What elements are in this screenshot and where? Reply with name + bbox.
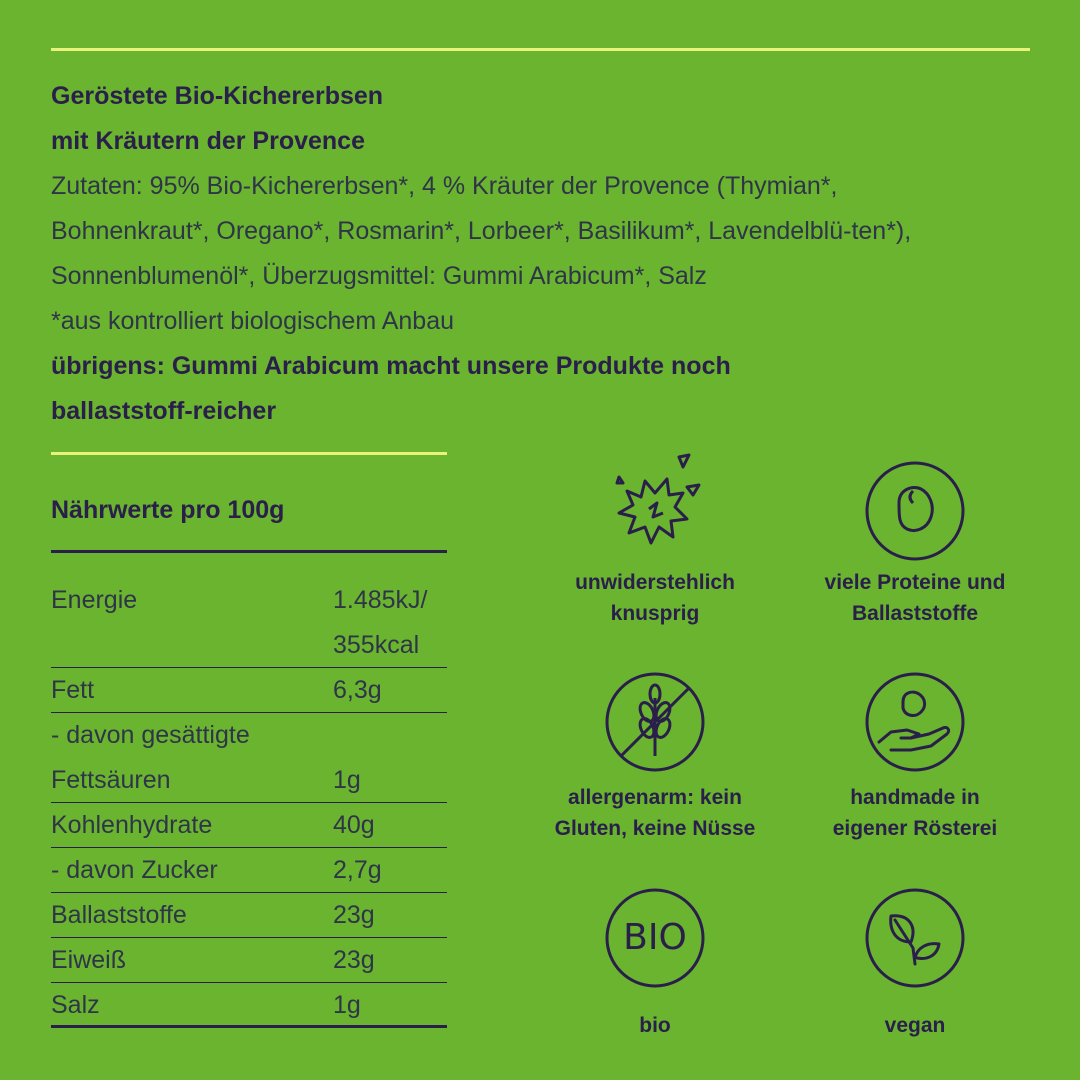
nutrient-name: Fett: [51, 676, 95, 704]
table-row: [51, 578, 447, 668]
feature-label-line2: eigener Rösterei: [832, 817, 998, 840]
nutrient-value: 23g: [333, 901, 375, 929]
table-row: [51, 983, 447, 1028]
product-title-line2: mit Kräutern der Provence: [51, 127, 365, 155]
organic-footnote: *aus kontrolliert biologischem Anbau: [51, 307, 455, 335]
vegan-leaf-icon: [855, 878, 975, 998]
nutrient-name: Kohlenhydrate: [51, 811, 213, 839]
nutrient-value: 40g: [333, 811, 375, 839]
ingredients-text-line3: Sonnenblumenöl*, Überzugsmittel: Gummi Arabicum*, Salz: [51, 262, 707, 290]
nutrient-name-line1: - davon gesättigte: [51, 721, 250, 749]
nutrient-name: Ballaststoffe: [51, 901, 187, 929]
note-line1: übrigens: Gummi Arabicum macht unsere Produkte noch: [51, 352, 731, 380]
ingredients-text-line1: Zutaten: 95% Bio-Kichererbsen*, 4 % Kräuter der Provence (Thymian*,: [51, 172, 838, 200]
feature-proteins: [790, 447, 1040, 629]
nutrient-name: Eiweiß: [51, 946, 127, 974]
nutrient-value: 1g: [333, 766, 361, 794]
nutrient-value-line1: 1.485kJ/: [333, 586, 428, 614]
nutrition-title: Nährwerte pro 100g: [51, 496, 285, 524]
nutrient-value-line2: 355kcal: [333, 631, 420, 659]
feature-label-line1: allergenarm: kein: [568, 786, 742, 809]
feature-handmade: [790, 662, 1040, 844]
feature-label-line2: Gluten, keine Nüsse: [554, 817, 756, 840]
nutrient-name: Salz: [51, 991, 100, 1019]
feature-label-line1: unwiderstehlich: [575, 571, 735, 594]
feature-label-line2: knusprig: [610, 602, 700, 625]
table-row: [51, 893, 447, 938]
crunch-burst-icon: [595, 447, 715, 567]
feature-label-line1: handmade in: [850, 786, 980, 809]
ingredients-text-line2: Bohnenkraut*, Oregano*, Rosmarin*, Lorbeer*, Basilikum*, Lavendelblü-ten*),: [51, 217, 912, 245]
nutrient-value: 23g: [333, 946, 375, 974]
feature-crunchy: [530, 447, 780, 629]
nutrient-name: - davon Zucker: [51, 856, 218, 884]
hand-chickpea-icon: [855, 662, 975, 782]
nutrient-name: Energie: [51, 586, 138, 614]
nutrient-value: 6,3g: [333, 676, 382, 704]
feature-label-line1: vegan: [884, 1014, 946, 1037]
feature-label-line2: Ballaststoffe: [851, 602, 979, 625]
gluten-free-icon: [595, 662, 715, 782]
feature-label-line1: bio: [639, 1014, 671, 1037]
table-row: [51, 803, 447, 848]
top-divider: [51, 48, 1030, 51]
nutrition-top-rule: [51, 550, 447, 553]
feature-bio: [530, 878, 780, 1041]
chickpea-icon: [855, 447, 975, 567]
note-line2: ballaststoff-reicher: [51, 397, 277, 425]
feature-vegan: [790, 878, 1040, 1041]
nutrient-value: [333, 578, 428, 668]
table-row: [51, 668, 447, 713]
table-row: [51, 848, 447, 893]
ingredients-section: [51, 74, 1051, 434]
product-title-line1: Geröstete Bio-Kichererbsen: [51, 82, 384, 110]
feature-label-line1: viele Proteine und: [824, 571, 1006, 594]
bio-badge-text: BIO: [623, 917, 687, 958]
section-divider: [51, 452, 447, 455]
nutrient-name-line2: Fettsäuren: [51, 766, 171, 794]
nutrient-value: 2,7g: [333, 856, 382, 884]
nutrition-table: [51, 578, 447, 1028]
table-row: [51, 713, 447, 803]
feature-allergen-free: [530, 662, 780, 844]
table-row: [51, 938, 447, 983]
nutrient-value: 1g: [333, 991, 361, 1019]
